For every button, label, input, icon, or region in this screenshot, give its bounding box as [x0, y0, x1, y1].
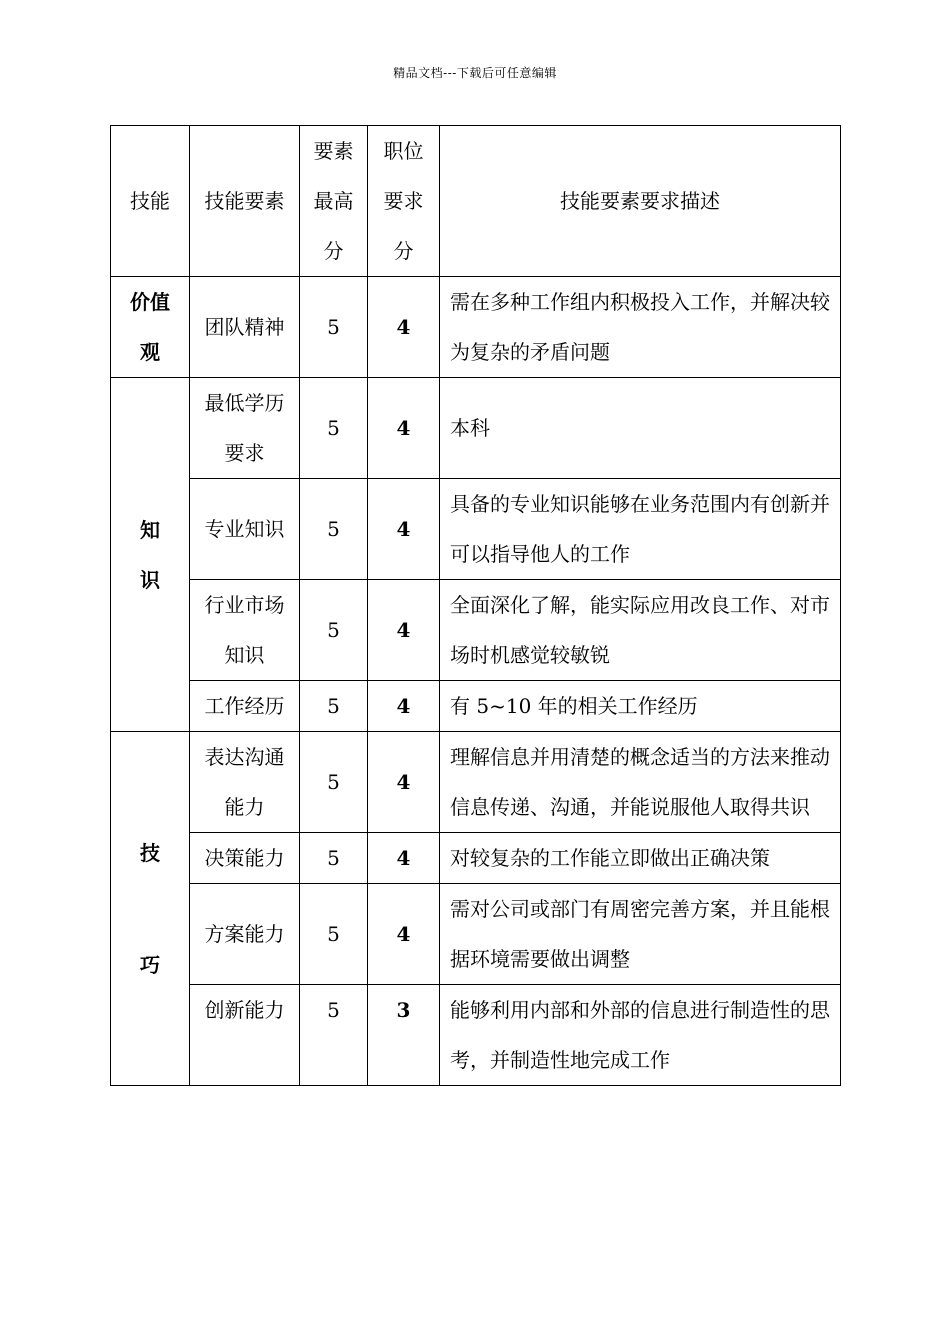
max-score-cell: 5: [300, 580, 368, 681]
max-score-cell: 5: [300, 732, 368, 833]
required-score-cell: 4: [368, 277, 440, 378]
description-cell: 需在多种工作组内积极投入工作，并解决较为复杂的矛盾问题: [440, 277, 841, 378]
description-cell: 本科: [440, 378, 841, 479]
header-element: 技能要素: [190, 126, 300, 277]
description-cell: 需对公司或部门有周密完善方案，并且能根据环境需要做出调整: [440, 884, 841, 985]
required-score-cell: 4: [368, 580, 440, 681]
element-cell: 团队精神: [190, 277, 300, 378]
skill-cell-techniques: 技 巧: [111, 732, 190, 1086]
max-score-cell: 5: [300, 479, 368, 580]
required-score-cell: 3: [368, 985, 440, 1086]
skill-cell-values: 价值 观: [111, 277, 190, 378]
max-score-cell: 5: [300, 378, 368, 479]
max-score-cell: 5: [300, 681, 368, 732]
skills-table: [110, 125, 841, 1086]
element-cell: 决策能力: [190, 833, 300, 884]
max-score-cell: 5: [300, 884, 368, 985]
max-score-cell: 5: [300, 277, 368, 378]
max-score-cell: 5: [300, 833, 368, 884]
table-row: [111, 277, 841, 378]
element-cell: 专业知识: [190, 479, 300, 580]
required-score-cell: 4: [368, 681, 440, 732]
header-required-score: 职位 要求分: [368, 126, 440, 277]
header-skill: 技能: [111, 126, 190, 277]
element-cell: 创新能力: [190, 985, 300, 1086]
header-description: 技能要素要求描述: [440, 126, 841, 277]
element-cell: 方案能力: [190, 884, 300, 985]
required-score-cell: 4: [368, 884, 440, 985]
table-row: [111, 833, 841, 884]
description-cell: 有 5~10 年的相关工作经历: [440, 681, 841, 732]
description-cell: 理解信息并用清楚的概念适当的方法来推动信息传递、沟通，并能说服他人取得共识: [440, 732, 841, 833]
table-row: [111, 681, 841, 732]
table-header-row: [111, 126, 841, 277]
table-row: [111, 884, 841, 985]
description-cell: 具备的专业知识能够在业务范围内有创新并可以指导他人的工作: [440, 479, 841, 580]
table-row: [111, 985, 841, 1086]
required-score-cell: 4: [368, 378, 440, 479]
element-cell: 表达沟通 能力: [190, 732, 300, 833]
description-cell: 全面深化了解，能实际应用改良工作、对市场时机感觉较敏锐: [440, 580, 841, 681]
table-row: [111, 479, 841, 580]
max-score-cell: 5: [300, 985, 368, 1086]
required-score-cell: 4: [368, 479, 440, 580]
page-header: 精品文档---下载后可任意编辑: [393, 66, 557, 80]
description-cell: 对较复杂的工作能立即做出正确决策: [440, 833, 841, 884]
table-row: [111, 378, 841, 479]
required-score-cell: 4: [368, 732, 440, 833]
description-cell: 能够利用内部和外部的信息进行制造性的思考，并制造性地完成工作: [440, 985, 841, 1086]
element-cell: 行业市场 知识: [190, 580, 300, 681]
table-row: [111, 580, 841, 681]
element-cell: 工作经历: [190, 681, 300, 732]
element-cell: 最低学历 要求: [190, 378, 300, 479]
header-max-score: 要素 最高 分: [300, 126, 368, 277]
required-score-cell: 4: [368, 833, 440, 884]
table-row: [111, 732, 841, 833]
skill-cell-knowledge: 知 识: [111, 378, 190, 732]
